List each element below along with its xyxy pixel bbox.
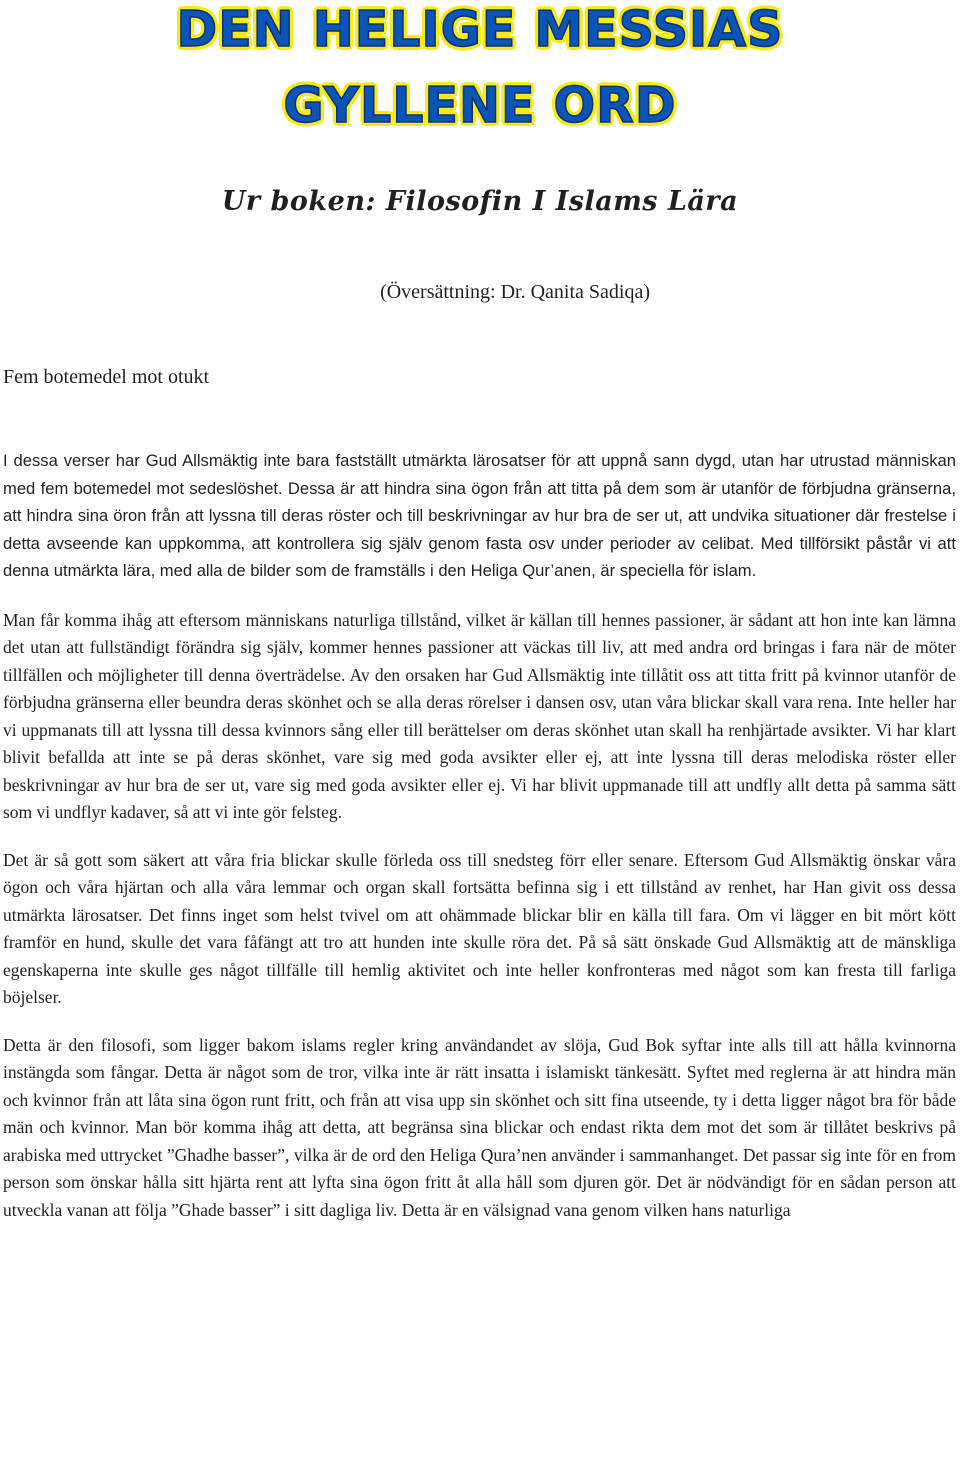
document-subtitle: Ur boken: Filosofin I Islams Lära [221, 186, 739, 217]
title-line-1: DEN HELIGE MESSIAS [176, 1, 784, 58]
paragraph-4: Detta är den filosofi, som ligger bakom islams regler kring användandet av slöja, Gud Bok syftar inte alls till att hålla kvinnorna instängda som fångar. Detta är något som de tror, vilka inte är rätt insatta i islamiskt tänkesätt. Syftet med reglerna är att hindra män och kvinnor från att låta sina ögon runt fritt, och från att visa upp sin skönhet och sitt fina utseende, ty i detta ligger något bra för både män och kvinnor. Man bör komma ihåg att detta, att begränsa sina blickar och endast rikta dem mot det som är tillåtet beskrivs på arabiska med uttrycket ”Ghadhe basser”, vilka är de ord den Heliga Qura’nen använder i sammanhanget. Det passar sig inte för en from person som önskar hålla sitt hjärta rent att lyfta sina ögon fritt åt alla håll som djuren gör. Det är nödvändigt för en sådan person att utveckla vanan att följa ”Ghade basser” i sitt dagliga liv. Detta är en välsignad vana genom vilken hans naturliga [3, 1034, 956, 1220]
body-text [3, 447, 956, 1224]
paragraph-2: Man får komma ihåg att eftersom människans naturliga tillstånd, vilket är källan till hennes passioner, är sådant att hon inte kan lämna det utan att fullständigt förändra sig själv, kommer hennes passioner att väckas till liv, att med andra ord bringas i fara när de möter tillfällen och möjligheter till denna överträdelse. Av den orsaken har Gud Allsmäktig inte tillåtit oss att titta fritt på kvinnor utanför de förbjudna gränserna eller beundra deras skönhet och se alla deras rörelser i dansen osv, utan våra blickar skall vara rena. Inte heller har vi uppmanats till att lyssna till dessa kvinnors sång eller till berättelser om deras skönhet utan skall ha renhjärtade avsikter. Vi har klart blivit befallda att inte se på deras skönhet, vare sig med goda avsikter eller ej, att inte lyssna till deras melodiska röster eller beskrivningar av hur bra de ser ut, vare sig med goda avsikter eller ej. Vi har blivit uppmanade till att undfly allt detta på samma sätt som vi undflyr kadaver, så att vi inte gör felsteg. [3, 609, 956, 822]
paragraph-1: I dessa verser har Gud Allsmäktig inte bara fastställt utmärkta lärosatser för att uppnå sann dygd, utan har utrustad människan med fem botemedel mot sedeslöshet. Dessa är att hindra sina ögon från att titta på dem som är utanför de förbjudna gränserna, att hindra sina öron från att lyssna till deras röster och till beskrivningar av hur bra de ser ut, att undvika situationer där frestelse i detta avseende kan uppkomma, att kontrollera sig själv genom fasta osv under perioder av celibat. Med tillförsikt påstår vi att denna utmärkta lära, med alla de bilder som de framställs i den Heliga Qur’anen, är speciella för islam. [3, 451, 956, 580]
title-line-2: GYLLENE ORD [283, 77, 677, 134]
paragraph-3: Det är så gott som säkert att våra fria blickar skulle förleda oss till snedsteg förr eller senare. Eftersom Gud Allsmäktig önskar våra ögon och våra hjärtan och alla våra lemmar och organ skall fortsätta befinna sig i ett tillstånd av renhet, har Han givit oss dessa utmärkta lärosatser. Det finns inget som helst tvivel om att ohämmade blickar blir en källa till fara. Om vi lägger en bit mört kött framför en hund, skulle det vara fåfängt att tro att hunden inte skulle röra det. På så sätt önskade Gud Allsmäktig att de mänskliga egenskaperna inte skulle ges något tillfälle till hemlig aktivitet och inte heller konfronteras med något som kan fresta till farliga böjelser. [3, 849, 956, 1007]
translator-credit: (Översättning: Dr. Qanita Sadiqa) [380, 281, 650, 303]
document-title [0, 0, 960, 142]
section-heading: Fem botemedel mot otukt [3, 366, 210, 388]
